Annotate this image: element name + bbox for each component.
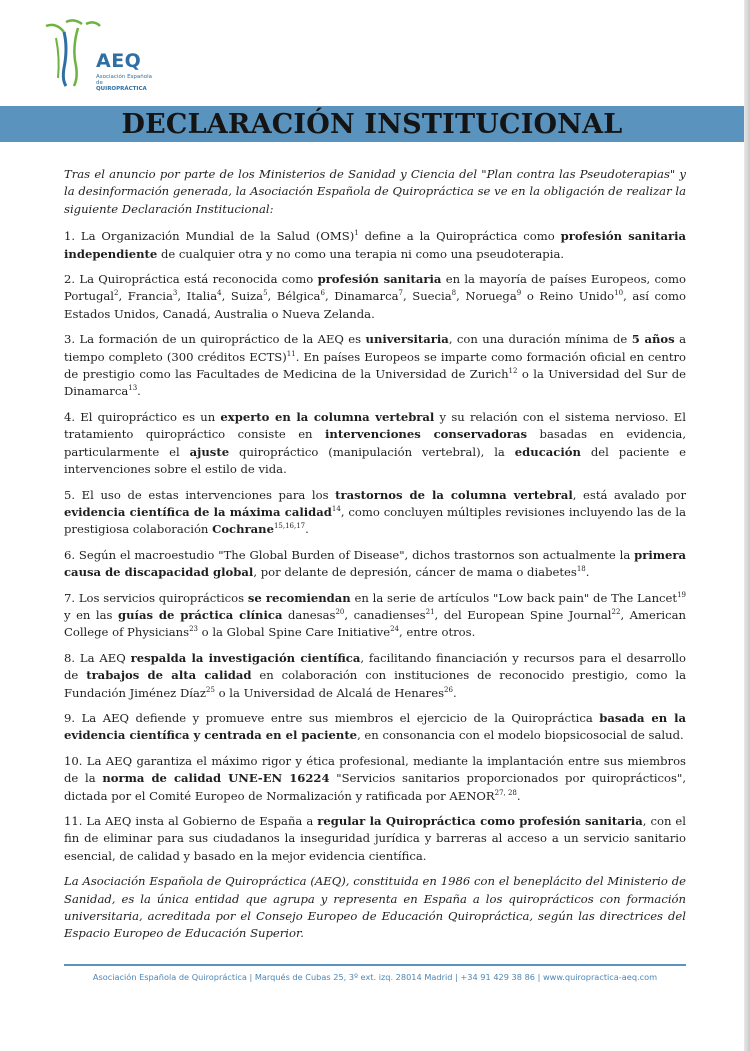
- list-item: 3. La formación de un quiropráctico de la AEQ es universitaria, con una duración mínima de 5 años a tiempo completo (300 créditos ECTS)$^{11}$. En países Europeos se imparte como formación oficial en centro de prestigio como las Facultades de Medicina de la Universidad de Zurich$^{12}$ o la Universidad del Sur de Dinamarca$^{13}$.: [64, 332, 687, 399]
- title-banner: [0, 106, 744, 142]
- page-edge-shadow: [744, 0, 750, 1051]
- list-item: 5. El uso de estas intervenciones para los trastornos de la columna vertebral, está avalado por evidencia científica de la máxima calidad$^{14}$, como concluyen múltiples revisiones incluyendo las de la prestigiosa colaboración Cochrane$^{15,16,17}$.: [64, 487, 687, 537]
- declaration-body: [64, 166, 686, 951]
- logo-subtitle: Asociación Española de QUIROPRÁCTICA: [96, 74, 153, 92]
- closing-paragraph: La Asociación Española de Quiropráctica (AEQ), constituida en 1986 con el beneplácito del Ministerio de Sanidad, es la única entidad que agrupa y representa en España a los quiroprácticos con formación universitaria, acreditada por el Consejo Europeo de Educación Quiropráctica, según las directrices del Espacio Europeo de Educación Superior.: [64, 874, 686, 941]
- logo-figure-icon: [42, 18, 102, 88]
- list-item: 10. La AEQ garantiza el máximo rigor y ética profesional, mediante la implantación entre sus miembros de la norma de calidad UNE-EN 16224 "Servicios sanitarios proporcionados por quiroprácticos", dictada por el Comité Europeo de Normalización y ratificada por AENOR$^{27, 28}$.: [64, 753, 687, 803]
- list-item: 9. La AEQ defiende y promueve entre sus miembros el ejercicio de la Quiropráctica basada en la evidencia científica y centrada en el paciente, en consonancia con el modelo biopsicosocial de salud.: [64, 710, 686, 743]
- logo-text: AEQ: [96, 50, 142, 72]
- footer-divider: [64, 964, 686, 966]
- list-item: 1. La Organización Mundial de la Salud (OMS)$^1$ define a la Quiropráctica como profesión sanitaria independiente de cualquier otra y no como una terapia ni como una pseudoterapia.: [64, 229, 686, 261]
- list-item: 6. Según el macroestudio "The Global Burden of Disease", dichos trastornos son actualmente la primera causa de discapacidad global, por delante de depresión, cáncer de mama o diabetes$^{18}$.: [64, 547, 686, 580]
- list-item: 8. La AEQ respalda la investigación científica, facilitando financiación y recursos para el desarrollo de trabajos de alta calidad en colaboración con instituciones de reconocido prestigio, como la Fundación Jiménez Díaz$^{25}$ o la Universidad de Alcalá de Henares$^{26}$.: [64, 650, 687, 700]
- aeq-logo: [42, 18, 162, 92]
- list-item: 2. La Quiropráctica está reconocida como profesión sanitaria en la mayoría de países Europeos, como Portugal$^2$, Francia$^3$, Italia$^4$, Suiza$^5$, Bélgica$^6$, Dinamarca$^7$, Suecia$^8$, Noruega$^9$ o Reino Unido$^{10}$, así como Estados Unidos, Canadá, Australia o Nueva Zelanda.: [64, 272, 686, 321]
- page-title: DECLARACIÓN INSTITUCIONAL: [121, 109, 623, 140]
- footer-contact: Asociación Española de Quiropráctica | Marqués de Cubas 25, 3º ext. izq. 28014 Madrid | +34 91 429 38 86 | www.quiropractica-aeq.com: [92, 972, 658, 982]
- list-item: 11. La AEQ insta al Gobierno de España a regular la Quiropráctica como profesión sanitaria, con el fin de eliminar para sus ciudadanos la inseguridad jurídica y barreras al acceso a un servicio sanitario esencial, de calidad y basado en la mejor evidencia científica.: [64, 814, 686, 863]
- intro-paragraph: Tras el anuncio por parte de los Ministerios de Sanidad y Ciencia del "Plan contra las Pseudoterapias" y la desinformación generada, la Asociación Española de Quiropráctica se ve en la obligación de realizar la siguiente Declaración Institucional:: [64, 167, 686, 216]
- list-item: 4. El quiropráctico es un experto en la columna vertebral y su relación con el sistema nervioso. El tratamiento quiropráctico consiste en intervenciones conservadoras basadas en evidencia, particularmente el ajuste quiropráctico (manipulación vertebral), la educación del paciente e intervenciones sobre el estilo de vida.: [64, 409, 687, 477]
- list-item: 7. Los servicios quiroprácticos se recomiendan en la serie de artículos "Low back pain" de The Lancet$^{19}$ y en las guías de práctica clínica danesas$^{20}$, canadienses$^{21}$, del European Spine Journal$^{22}$, American College of Physicians$^{23}$ o la Global Spine Care Initiative$^{24}$, entre otros.: [64, 590, 686, 640]
